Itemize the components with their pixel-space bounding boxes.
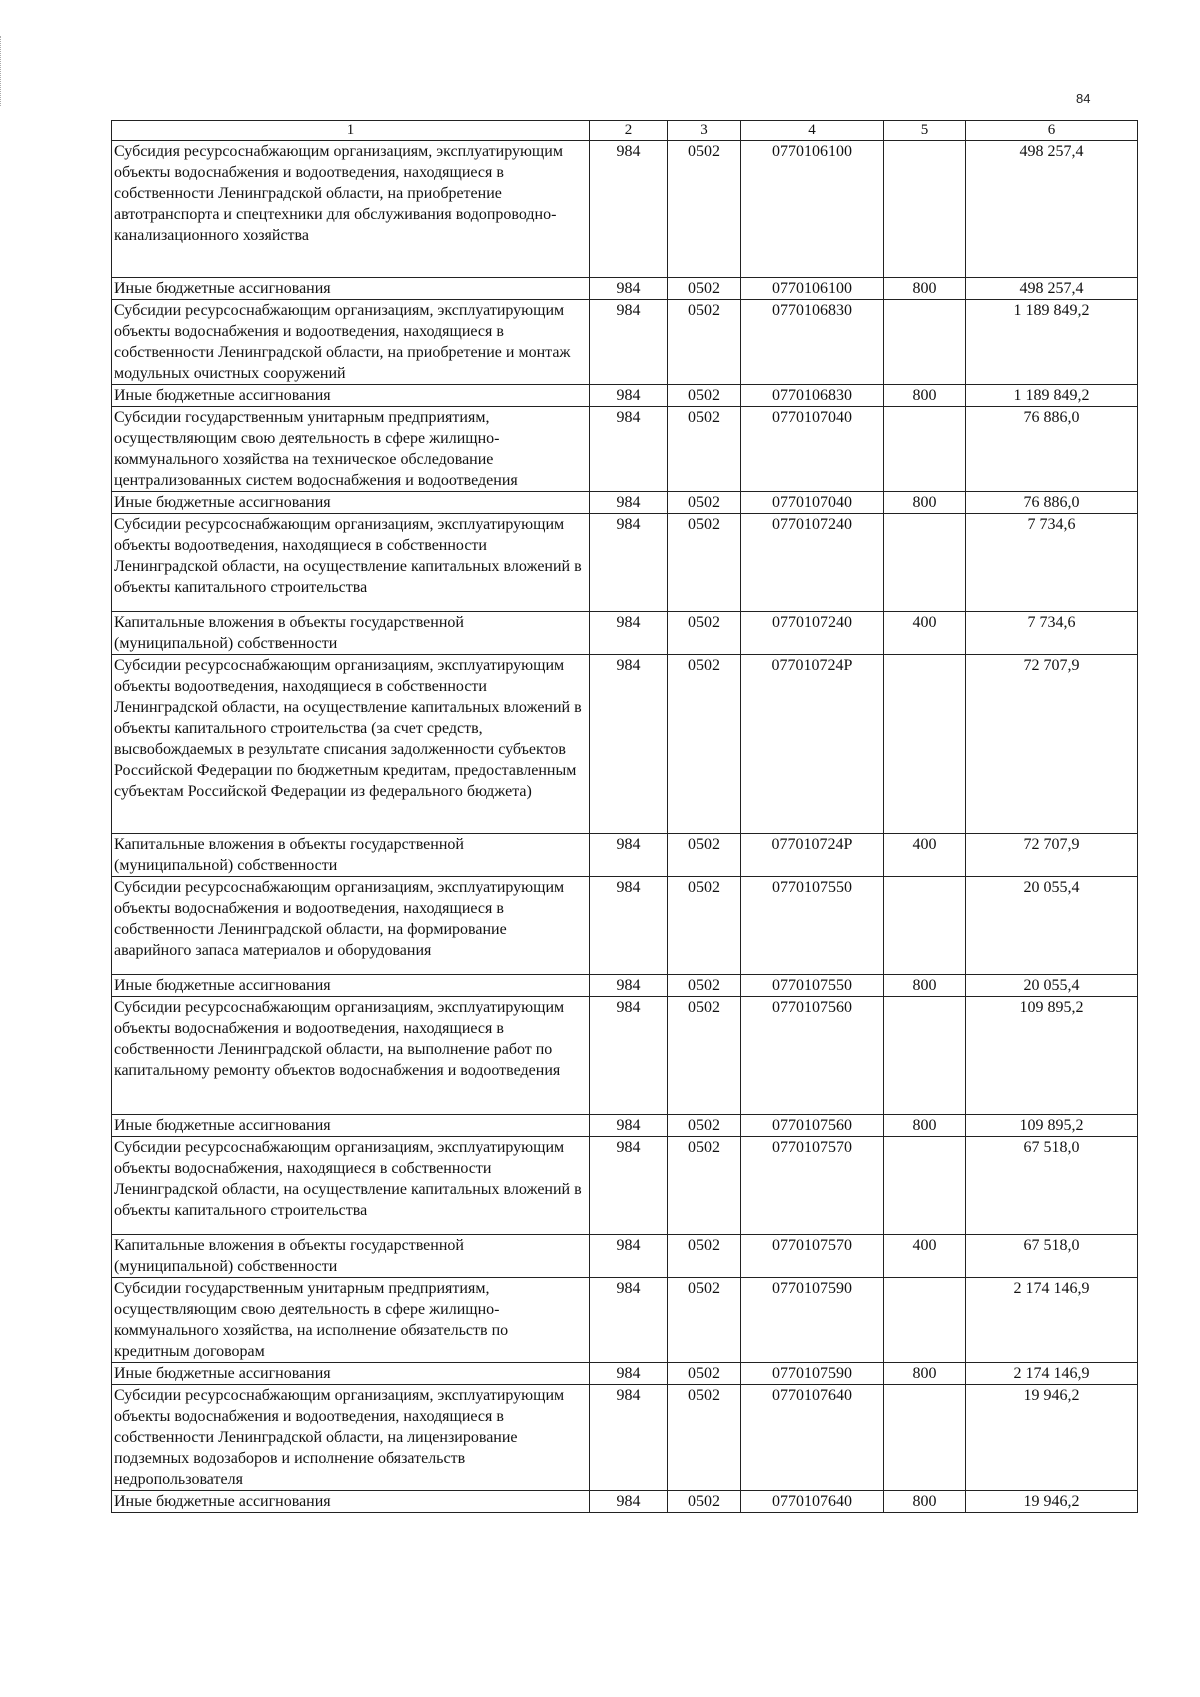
row-target-code: 077010724P [741,655,884,834]
row-amount: 1 189 849,2 [966,385,1138,407]
row-description: Капитальные вложения в объекты государственной (муниципальной) собственности [112,1235,590,1278]
row-section-code: 0502 [668,514,741,612]
row-target-code: 0770107560 [741,997,884,1115]
row-amount: 67 518,0 [966,1137,1138,1235]
table-row [112,514,1138,612]
row-target-code: 0770106100 [741,141,884,278]
row-amount: 1 189 849,2 [966,300,1138,385]
row-description: Субсидии ресурсоснабжающим организациям, эксплуатирующим объекты водоснабжения и водоотведения, находящиеся в собственности Ленинградской области, на лицензирование подземных водозаборов и исполнение обязательств недропользователя [112,1385,590,1491]
row-amount: 72 707,9 [966,655,1138,834]
row-target-code: 0770107550 [741,975,884,997]
table-row [112,1491,1138,1513]
row-section-code: 0502 [668,1115,741,1137]
row-target-code: 0770107240 [741,612,884,655]
row-expense-type: 800 [884,1363,966,1385]
table-row [112,997,1138,1115]
table-header-row [112,121,1138,141]
row-expense-type: 400 [884,834,966,877]
row-amount: 109 895,2 [966,1115,1138,1137]
row-expense-type [884,514,966,612]
row-section-code: 0502 [668,141,741,278]
row-expense-type: 800 [884,1115,966,1137]
row-grbs-code: 984 [590,877,668,975]
row-target-code: 0770107550 [741,877,884,975]
row-section-code: 0502 [668,385,741,407]
row-target-code: 0770106830 [741,385,884,407]
table-row [112,385,1138,407]
row-target-code: 0770107590 [741,1278,884,1363]
row-description: Субсидии ресурсоснабжающим организациям, эксплуатирующим объекты водоснабжения и водоотведения, находящиеся в собственности Ленинградской области, на выполнение работ по капитальному ремонту объектов водоснабжения и водоотведения [112,997,590,1115]
row-target-code: 0770107640 [741,1491,884,1513]
row-expense-type [884,1278,966,1363]
row-target-code: 077010724P [741,834,884,877]
row-expense-type [884,141,966,278]
row-description: Иные бюджетные ассигнования [112,278,590,300]
row-grbs-code: 984 [590,514,668,612]
table-row [112,975,1138,997]
table-row [112,300,1138,385]
row-amount: 76 886,0 [966,407,1138,492]
column-header-1: 1 [112,121,590,141]
row-description: Субсидии государственным унитарным предприятиям, осуществляющим свою деятельность в сфере жилищно-коммунального хозяйства на техническое обследование централизованных систем водоснабжения и водоотведения [112,407,590,492]
row-target-code: 0770107240 [741,514,884,612]
row-expense-type [884,1137,966,1235]
row-grbs-code: 984 [590,1278,668,1363]
row-expense-type: 800 [884,975,966,997]
row-expense-type: 800 [884,385,966,407]
row-description: Субсидии государственным унитарным предприятиям, осуществляющим свою деятельность в сфере жилищно-коммунального хозяйства, на исполнение обязательств по кредитным договорам [112,1278,590,1363]
row-grbs-code: 984 [590,1235,668,1278]
row-target-code: 0770107640 [741,1385,884,1491]
table-row [112,1385,1138,1491]
table-row [112,877,1138,975]
row-amount: 20 055,4 [966,975,1138,997]
row-section-code: 0502 [668,1491,741,1513]
row-grbs-code: 984 [590,834,668,877]
row-expense-type: 800 [884,278,966,300]
row-description: Субсидии ресурсоснабжающим организациям, эксплуатирующим объекты водоотведения, находящиеся в собственности Ленинградской области, на осуществление капитальных вложений в объекты капитального строительства (за счет средств, высвобождаемых в результате списания задолженности субъектов Российской Федерации по бюджетным кредитам, предоставленным субъектам Российской Федерации из федерального бюджета) [112,655,590,834]
row-description: Иные бюджетные ассигнования [112,975,590,997]
row-expense-type [884,877,966,975]
row-target-code: 0770107570 [741,1137,884,1235]
row-grbs-code: 984 [590,1491,668,1513]
table-row [112,1363,1138,1385]
row-grbs-code: 984 [590,1115,668,1137]
row-expense-type: 800 [884,492,966,514]
row-amount: 76 886,0 [966,492,1138,514]
row-section-code: 0502 [668,1278,741,1363]
row-expense-type: 800 [884,1491,966,1513]
row-amount: 498 257,4 [966,141,1138,278]
table-body [112,141,1138,1513]
row-section-code: 0502 [668,1137,741,1235]
row-section-code: 0502 [668,1385,741,1491]
table-row [112,1278,1138,1363]
row-description: Субсидии ресурсоснабжающим организациям, эксплуатирующим объекты водоснабжения и водоотведения, находящиеся в собственности Ленинградской области, на приобретение и монтаж модульных очистных сооружений [112,300,590,385]
row-amount: 2 174 146,9 [966,1363,1138,1385]
table-row [112,612,1138,655]
row-section-code: 0502 [668,300,741,385]
row-description: Субсидии ресурсоснабжающим организациям, эксплуатирующим объекты водоотведения, находящиеся в собственности Ленинградской области, на осуществление капитальных вложений в объекты капитального строительства [112,514,590,612]
row-expense-type [884,997,966,1115]
row-target-code: 0770106830 [741,300,884,385]
row-section-code: 0502 [668,1235,741,1278]
row-expense-type [884,1385,966,1491]
row-description: Субсидии ресурсоснабжающим организациям, эксплуатирующим объекты водоснабжения, находящиеся в собственности Ленинградской области, на осуществление капитальных вложений в объекты капитального строительства [112,1137,590,1235]
row-grbs-code: 984 [590,975,668,997]
row-grbs-code: 984 [590,385,668,407]
row-grbs-code: 984 [590,612,668,655]
row-target-code: 0770107570 [741,1235,884,1278]
row-description: Иные бюджетные ассигнования [112,1115,590,1137]
column-header-4: 4 [741,121,884,141]
row-grbs-code: 984 [590,1137,668,1235]
row-section-code: 0502 [668,975,741,997]
row-grbs-code: 984 [590,1363,668,1385]
row-amount: 72 707,9 [966,834,1138,877]
column-header-6: 6 [966,121,1138,141]
column-header-5: 5 [884,121,966,141]
row-section-code: 0502 [668,407,741,492]
row-description: Субсидия ресурсоснабжающим организациям, эксплуатирующим объекты водоснабжения и водоотведения, находящиеся в собственности Ленинградской области, на приобретение автотранспорта и спецтехники для обслуживания водопроводно-канализационного хозяйства [112,141,590,278]
scan-edge-mark [0,36,4,106]
row-amount: 109 895,2 [966,997,1138,1115]
row-section-code: 0502 [668,834,741,877]
column-header-3: 3 [668,121,741,141]
page-number: 84 [1076,91,1091,106]
row-amount: 2 174 146,9 [966,1278,1138,1363]
row-description: Иные бюджетные ассигнования [112,1363,590,1385]
row-amount: 498 257,4 [966,278,1138,300]
row-section-code: 0502 [668,1363,741,1385]
table-row [112,141,1138,278]
row-amount: 7 734,6 [966,514,1138,612]
budget-table [111,120,1138,1513]
row-amount: 19 946,2 [966,1491,1138,1513]
row-grbs-code: 984 [590,141,668,278]
table-row [112,492,1138,514]
row-grbs-code: 984 [590,492,668,514]
row-section-code: 0502 [668,655,741,834]
row-description: Иные бюджетные ассигнования [112,385,590,407]
column-header-2: 2 [590,121,668,141]
row-description: Капитальные вложения в объекты государственной (муниципальной) собственности [112,612,590,655]
row-section-code: 0502 [668,877,741,975]
row-target-code: 0770107590 [741,1363,884,1385]
row-expense-type [884,655,966,834]
row-section-code: 0502 [668,492,741,514]
row-expense-type [884,300,966,385]
row-grbs-code: 984 [590,997,668,1115]
row-amount: 67 518,0 [966,1235,1138,1278]
row-amount: 19 946,2 [966,1385,1138,1491]
table-row [112,407,1138,492]
row-target-code: 0770107040 [741,492,884,514]
row-grbs-code: 984 [590,1385,668,1491]
row-section-code: 0502 [668,278,741,300]
table-row [112,1115,1138,1137]
row-target-code: 0770106100 [741,278,884,300]
row-expense-type [884,407,966,492]
table-row [112,834,1138,877]
table-row [112,1137,1138,1235]
row-section-code: 0502 [668,612,741,655]
row-amount: 7 734,6 [966,612,1138,655]
row-target-code: 0770107040 [741,407,884,492]
row-description: Субсидии ресурсоснабжающим организациям, эксплуатирующим объекты водоснабжения и водоотведения, находящиеся в собственности Ленинградской области, на формирование аварийного запаса материалов и оборудования [112,877,590,975]
row-description: Иные бюджетные ассигнования [112,1491,590,1513]
row-grbs-code: 984 [590,300,668,385]
row-section-code: 0502 [668,997,741,1115]
row-description: Иные бюджетные ассигнования [112,492,590,514]
row-expense-type: 400 [884,612,966,655]
row-amount: 20 055,4 [966,877,1138,975]
table-row [112,1235,1138,1278]
row-grbs-code: 984 [590,278,668,300]
row-grbs-code: 984 [590,655,668,834]
row-target-code: 0770107560 [741,1115,884,1137]
table-row [112,278,1138,300]
table-row [112,655,1138,834]
row-expense-type: 400 [884,1235,966,1278]
row-description: Капитальные вложения в объекты государственной (муниципальной) собственности [112,834,590,877]
row-grbs-code: 984 [590,407,668,492]
